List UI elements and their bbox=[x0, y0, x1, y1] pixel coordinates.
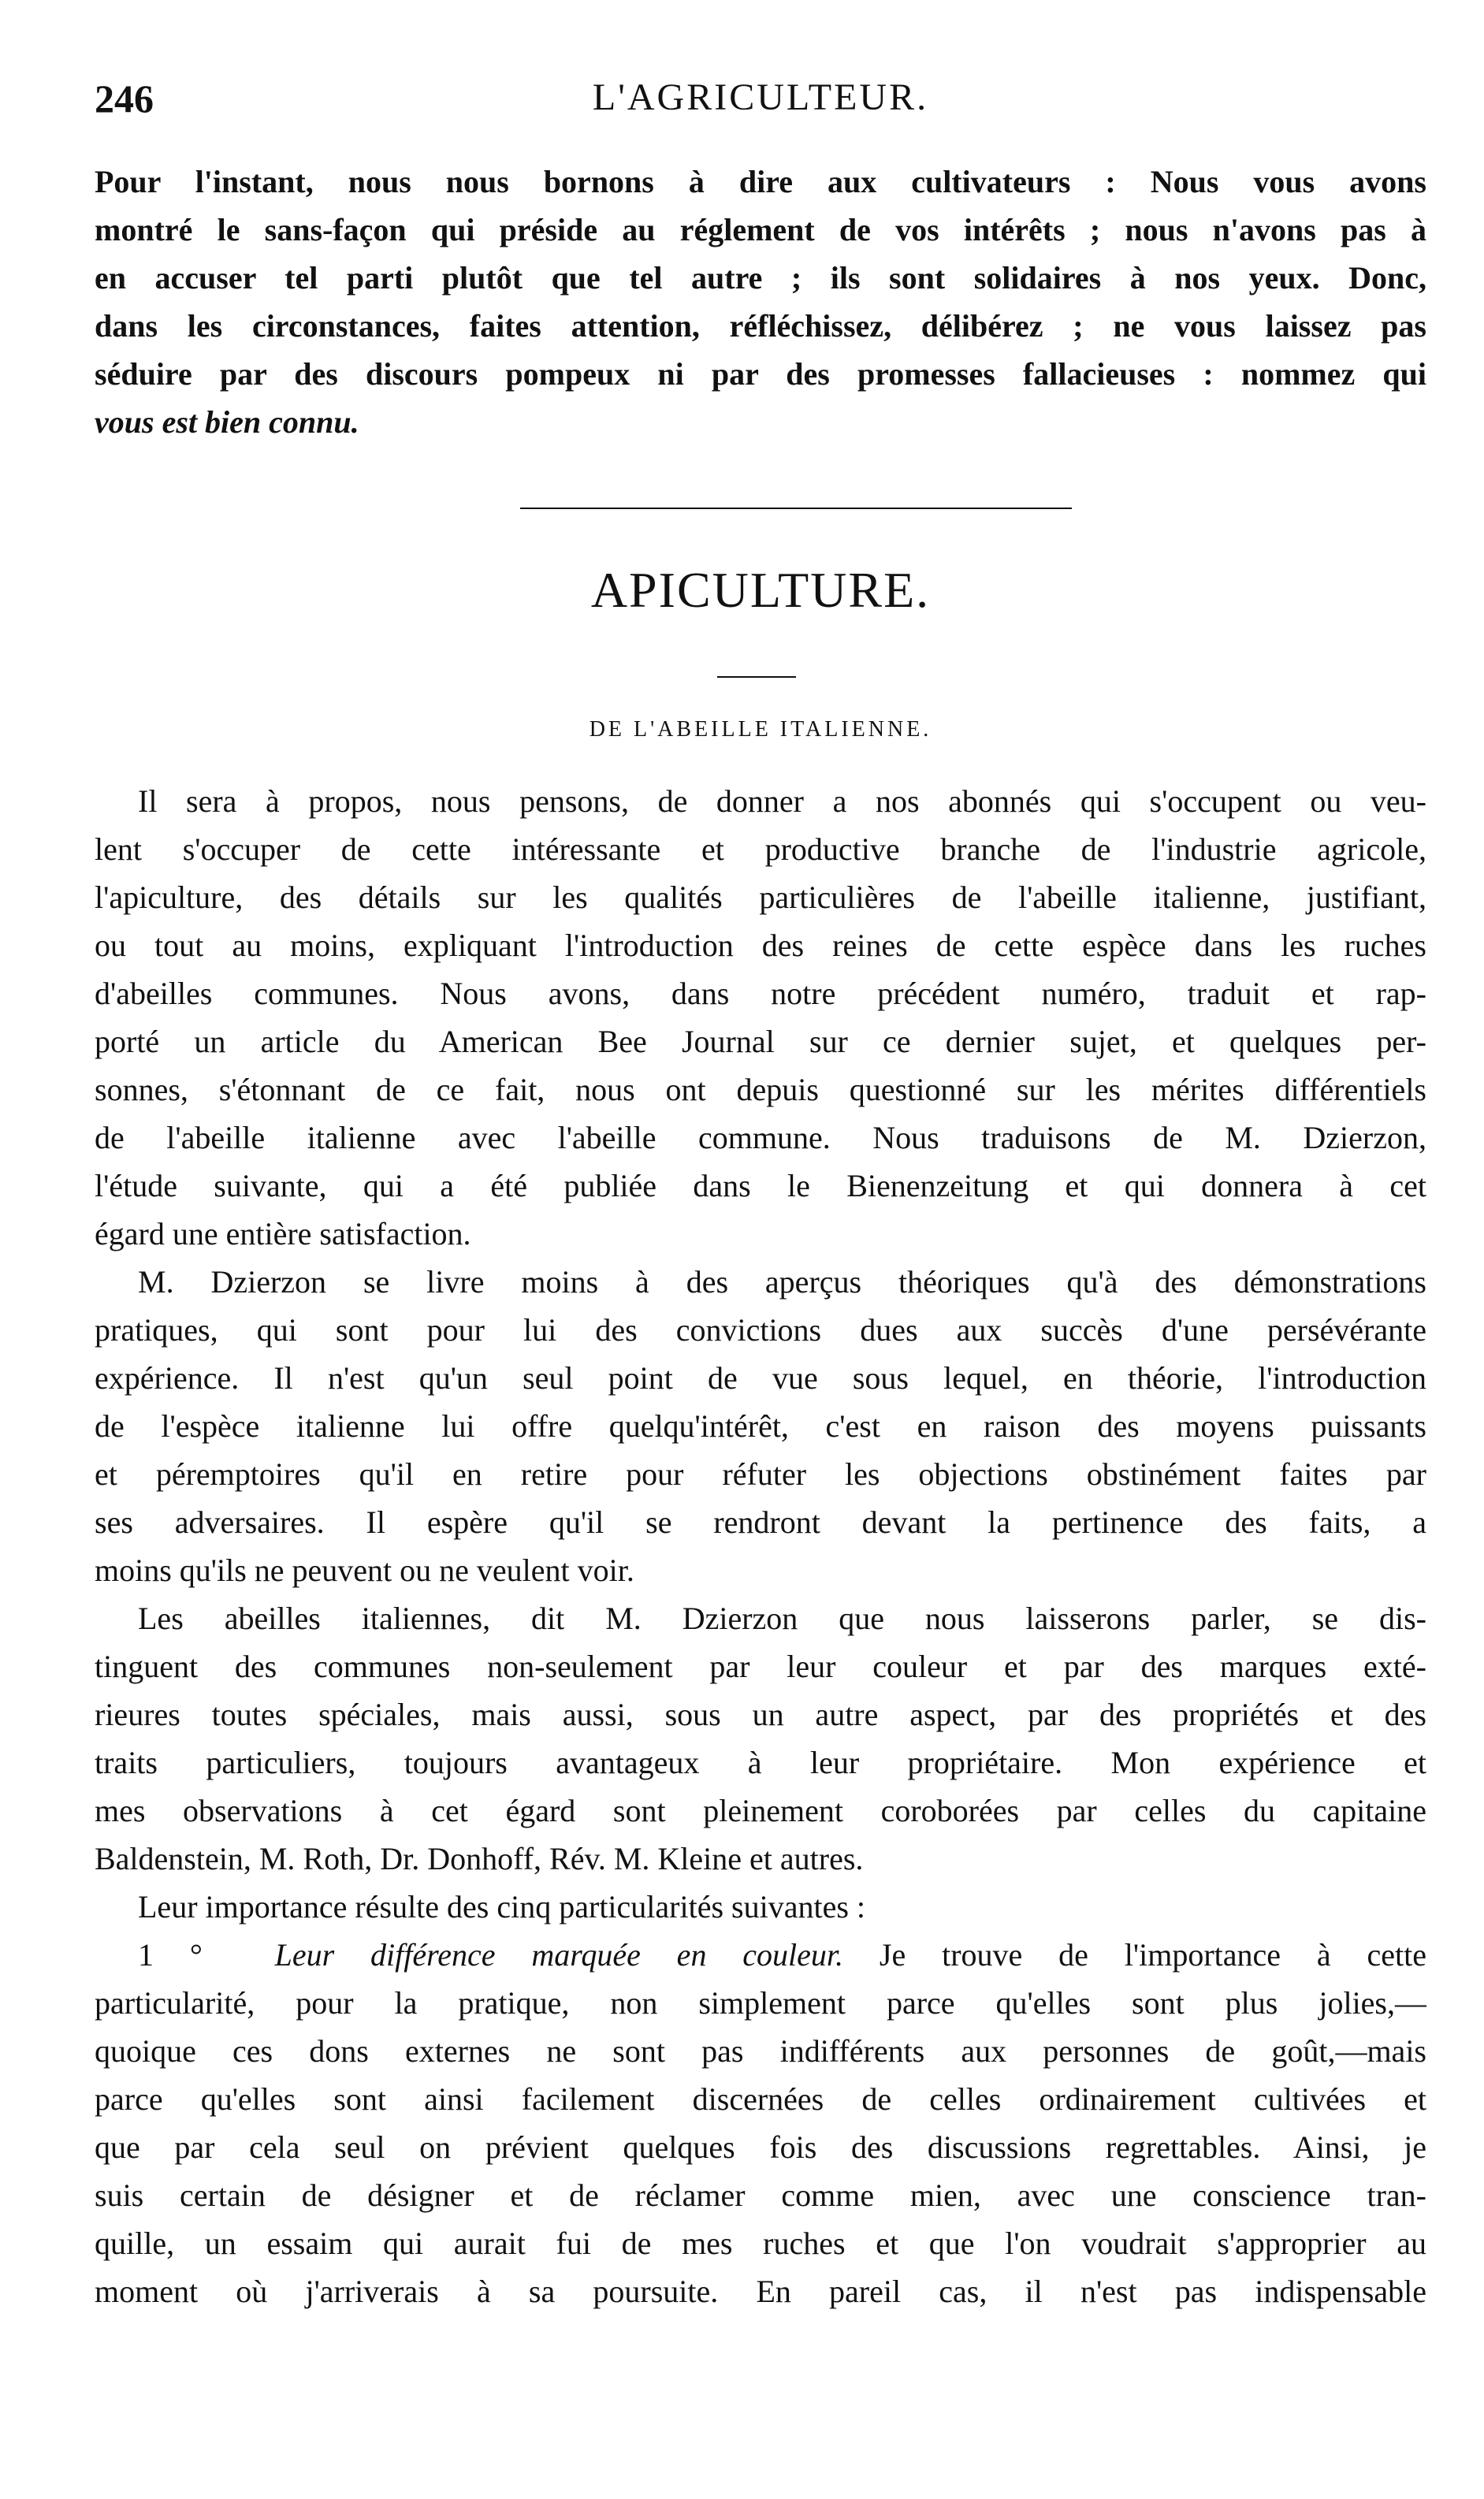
text-line: Les abeilles italiennes, dit M. Dzierzon que nous laisserons parler, se dis- bbox=[138, 1601, 1426, 1636]
text-line: parce qu'elles sont ainsi facilement discernées de celles ordinairement cultivées et bbox=[95, 2081, 1426, 2117]
section-divider bbox=[520, 508, 1072, 509]
text-line: égard une entière satisfaction. bbox=[95, 1216, 471, 1251]
text-line: montré le sans-façon qui préside au réglement de vos intérêts ; nous n'avons pas à bbox=[95, 212, 1426, 247]
point-text: Je trouve de l'importance à cette bbox=[843, 1937, 1426, 1973]
section-subtitle: DE L'ABEILLE ITALIENNE. bbox=[589, 717, 932, 742]
point-heading: Leur différence marquée en couleur. bbox=[274, 1937, 844, 1973]
text-line: vous est bien connu. bbox=[95, 404, 359, 440]
text-line: Leur importance résulte des cinq particularités suivantes : bbox=[138, 1889, 866, 1924]
text-line: et péremptoires qu'il en retire pour réfuter les objections obstinément faites par bbox=[95, 1456, 1426, 1492]
text-line: particularité, pour la pratique, non simplement parce qu'elles sont plus jolies,— bbox=[95, 1985, 1426, 2021]
text-line: l'étude suivante, qui a été publiée dans le Bienenzeitung et qui donnera à cet bbox=[95, 1168, 1426, 1203]
text-line: d'abeilles communes. Nous avons, dans notre précédent numéro, traduit et rap- bbox=[95, 976, 1426, 1011]
text-line: sonnes, s'étonnant de ce fait, nous ont depuis questionné sur les mérites différentiels bbox=[95, 1072, 1426, 1107]
text-line: séduire par des discours pompeux ni par des promesses fallacieuses : nommez qui bbox=[95, 356, 1426, 392]
text-line: de l'abeille italienne avec l'abeille commune. Nous traduisons de M. Dzierzon, bbox=[95, 1120, 1426, 1155]
text-line: ou tout au moins, expliquant l'introduction des reines de cette espèce dans les ruches bbox=[95, 928, 1426, 963]
text-line: traits particuliers, toujours avantageux à leur propriétaire. Mon expérience et bbox=[95, 1745, 1426, 1780]
text-line: Pour l'instant, nous nous bornons à dire aux cultivateurs : Nous vous avons bbox=[95, 164, 1426, 199]
text-line: ses adversaires. Il espère qu'il se rendront devant la pertinence des faits, a bbox=[95, 1504, 1426, 1540]
text-line: pratiques, qui sont pour lui des convictions dues aux succès d'une persévérante bbox=[95, 1312, 1426, 1348]
text-line: tinguent des communes non-seulement par leur couleur et par des marques exté- bbox=[95, 1649, 1426, 1684]
text-line: Il sera à propos, nous pensons, de donner a nos abonnés qui s'occupent ou veu- bbox=[138, 783, 1426, 819]
text-line: expérience. Il n'est qu'un seul point de vue sous lequel, en théorie, l'introduction bbox=[95, 1360, 1426, 1396]
text-line: dans les circonstances, faites attention, réfléchissez, délibérez ; ne vous laissez pas bbox=[95, 308, 1426, 344]
page-header bbox=[95, 76, 1426, 131]
text-line: moment où j'arriverais à sa poursuite. En pareil cas, il n'est pas indispensable bbox=[95, 2274, 1426, 2309]
text-line: que par cela seul on prévient quelques fois des discussions regrettables. Ainsi, je bbox=[95, 2129, 1426, 2165]
text-line: quille, un essaim qui aurait fui de mes ruches et que l'on voudrait s'approprier au bbox=[95, 2226, 1426, 2261]
text-line: Baldenstein, M. Roth, Dr. Donhoff, Rév. M. Kleine et autres. bbox=[95, 1841, 864, 1876]
text-line: porté un article du American Bee Journal sur ce dernier sujet, et quelques per- bbox=[95, 1024, 1426, 1059]
section-title: APICULTURE. bbox=[590, 562, 931, 618]
running-title: L'AGRICULTEUR. bbox=[592, 76, 929, 118]
text-line: moins qu'ils ne peuvent ou ne veulent voir. bbox=[95, 1553, 634, 1588]
text-line: l'apiculture, des détails sur les qualités particulières de l'abeille italienne, justifiant, bbox=[95, 879, 1426, 915]
article-body bbox=[95, 777, 1426, 2315]
text-line: lent s'occuper de cette intéressante et productive branche de l'industrie agricole, bbox=[95, 831, 1426, 867]
text-line: de l'espèce italienne lui offre quelqu'intérêt, c'est en raison des moyens puissants bbox=[95, 1408, 1426, 1444]
point-heading-line bbox=[95, 1931, 1426, 1979]
text-line: rieures toutes spéciales, mais aussi, sous un autre aspect, par des propriétés et des bbox=[95, 1697, 1426, 1732]
text-line: mes observations à cet égard sont pleinement coroborées par celles du capitaine bbox=[95, 1793, 1426, 1828]
text-line: suis certain de désigner et de réclamer comme mien, avec une conscience tran- bbox=[95, 2177, 1426, 2213]
text-line: en accuser tel parti plutôt que tel autre ; ils sont solidaires à nos yeux. Donc, bbox=[95, 260, 1426, 296]
title-underline bbox=[717, 676, 796, 678]
text-line: M. Dzierzon se livre moins à des aperçus théoriques qu'à des démonstrations bbox=[138, 1264, 1426, 1300]
point-number: 1 ° bbox=[138, 1937, 203, 1973]
page-number: 246 bbox=[95, 76, 154, 121]
intro-paragraph bbox=[95, 158, 1426, 446]
text-line: quoique ces dons externes ne sont pas indifférents aux personnes de goût,—mais bbox=[95, 2033, 1426, 2069]
